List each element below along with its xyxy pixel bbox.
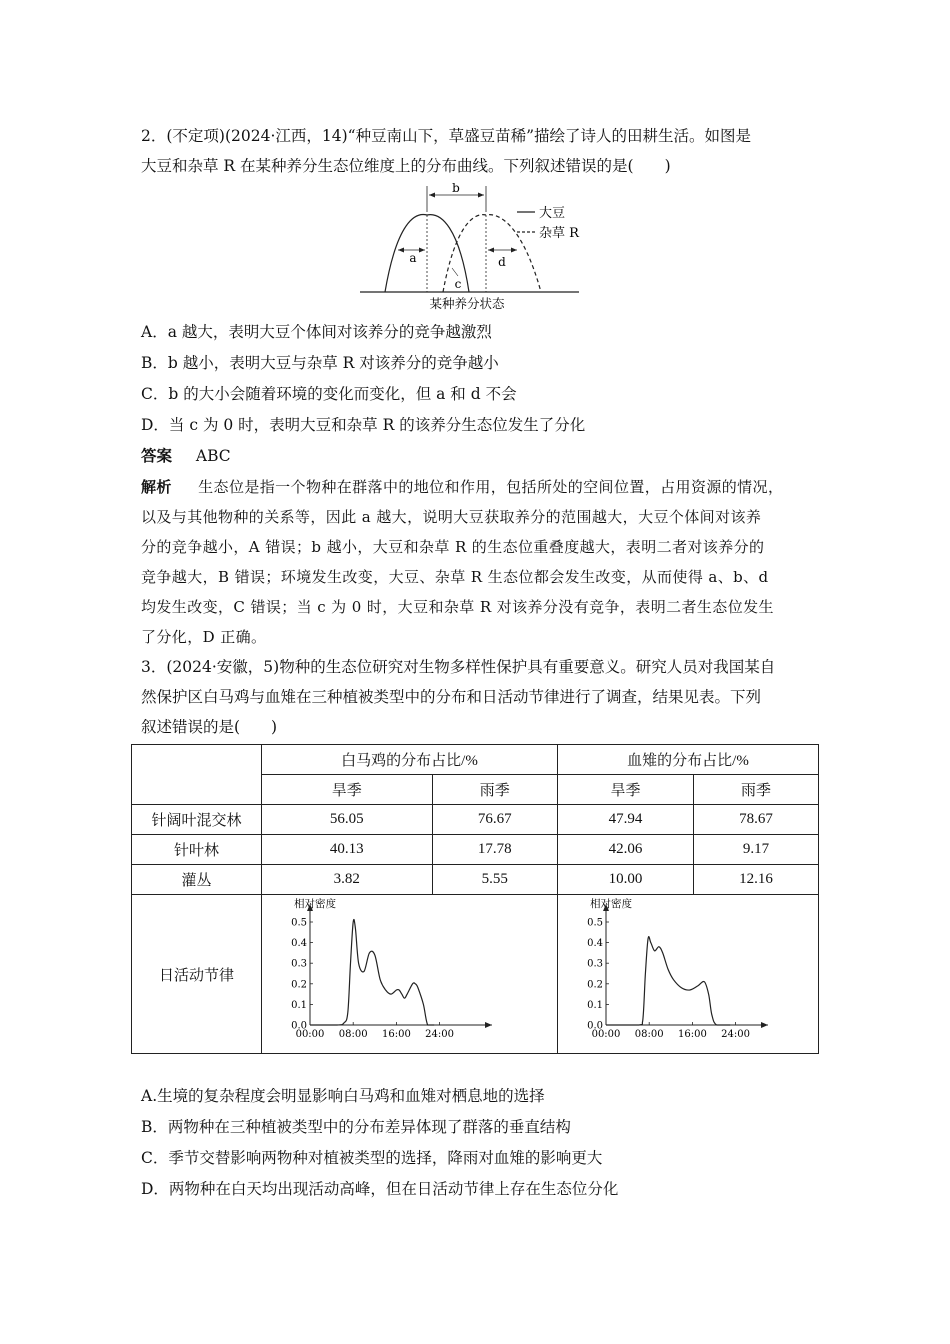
cell-value: 40.13 [262, 835, 433, 865]
answer-label: 答案 [141, 447, 173, 465]
header-xuezhi: 血雉的分布占比/% [558, 745, 819, 775]
analysis-text-1: 生态位是指一个物种在群落中的地位和作用，包括所处的空间位置，占用资源的情况， [198, 478, 784, 496]
q2-analysis-line-4: 竞争越大，B 错误；环境发生改变，大豆、杂草 R 生态位都会发生改变，从而使得 a、b、d [141, 568, 769, 586]
q2-option-a: A．a 越大，表明大豆个体间对该养分的竞争越激烈 [141, 323, 492, 341]
label-b: b [452, 182, 460, 195]
q2-answer [141, 446, 231, 466]
x-tick-label: 16:00 [677, 1029, 707, 1040]
x-axis-label: 某种养分状态 [429, 296, 505, 311]
table-row [132, 805, 819, 835]
season-dry-a: 旱季 [262, 775, 433, 805]
table-row [132, 835, 819, 865]
q3-option-d: D．两物种在白天均出现活动高峰，但在日活动节律上存在生态位分化 [141, 1180, 619, 1198]
q2-analysis-line-3: 分的竞争越小，A 错误；b 越小，大豆和杂草 R 的生态位重叠度越大，表明二者对该养分的 [141, 538, 765, 556]
row-label: 灌丛 [132, 865, 262, 895]
table-rhythm-row [132, 895, 819, 1054]
q2-option-d: D．当 c 为 0 时，表明大豆和杂草 R 的该养分生态位发生了分化 [141, 416, 586, 434]
q2-analysis-line-1 [141, 477, 783, 497]
empty-corner-cell [132, 745, 262, 805]
analysis-label: 解析 [141, 478, 172, 496]
q2-option-c: C．b 的大小会随着环境的变化而变化，但 a 和 d 不会 [141, 385, 517, 403]
q2-stem-line-1: 2．(不定项)(2024·江西，14)“种豆南山下，草盛豆苗稀”描绘了诗人的田耕生活。如图是 [141, 127, 751, 145]
b-arrow-head-left [429, 193, 435, 198]
row-label: 针叶林 [132, 835, 262, 865]
table-header-row [132, 745, 819, 775]
q3-stem-line-1: 3．(2024·安徽，5)物种的生态位研究对生物多样性保护具有重要意义。研究人员对我国某自 [141, 658, 776, 676]
cell-value: 42.06 [558, 835, 694, 865]
cell-value: 3.82 [262, 865, 433, 895]
answer-value: ABC [195, 447, 231, 465]
label-a: a [409, 251, 417, 265]
x-axis-arrow [761, 1022, 768, 1028]
row-label: 日活动节律 [132, 895, 262, 1054]
cell-value: 17.78 [432, 835, 557, 865]
c-pointer [452, 268, 458, 276]
y-tick-label: 0.1 [587, 999, 603, 1011]
cell-value: 10.00 [558, 865, 694, 895]
x-tick-label: 00:00 [591, 1029, 621, 1040]
y-axis-label: 相对密度 [294, 898, 336, 910]
b-arrow-head-right [478, 193, 484, 198]
cell-value: 47.94 [558, 805, 694, 835]
y-tick-label: 0.0 [587, 1020, 603, 1032]
cell-value: 78.67 [694, 805, 819, 835]
q2-stem-line-2: 大豆和杂草 R 在某种养分生态位维度上的分布曲线。下列叙述错误的是( ) [141, 157, 671, 175]
y-tick-label: 0.4 [587, 938, 603, 950]
header-baimaji: 白马鸡的分布占比/% [262, 745, 558, 775]
legend-weed-label: 杂草 R [539, 226, 579, 241]
x-tick-label: 08:00 [338, 1029, 368, 1040]
q3-option-c: C．季节交替影响两物种对植被类型的选择，降雨对血雉的影响更大 [141, 1149, 603, 1167]
activity-chart-xuezhi [558, 895, 818, 1053]
niche-curve-figure [355, 182, 600, 314]
table-row [132, 865, 819, 895]
y-axis-label: 相对密度 [590, 898, 632, 910]
cell-value: 5.55 [432, 865, 557, 895]
cell-value: 56.05 [262, 805, 433, 835]
y-tick-label: 0.2 [587, 979, 603, 991]
q3-stem-line-3: 叙述错误的是( ) [141, 718, 278, 736]
label-c: c [454, 277, 462, 291]
q3-option-b: B．两物种在三种植被类型中的分布差异体现了群落的垂直结构 [141, 1118, 571, 1136]
activity-chart-baimaji [262, 895, 557, 1053]
season-rain-a: 雨季 [432, 775, 557, 805]
y-tick-label: 0.2 [291, 979, 307, 991]
x-tick-label: 24:00 [721, 1029, 751, 1040]
x-tick-label: 24:00 [425, 1029, 455, 1040]
cell-value: 12.16 [694, 865, 819, 895]
label-d: d [498, 255, 506, 269]
q2-analysis-line-5: 均发生改变，C 错误；当 c 为 0 时，大豆和杂草 R 对该养分没有竞争，表明二者生态位发生 [141, 598, 774, 616]
q2-analysis-line-2: 以及与其他物种的关系等，因此 a 越大，说明大豆获取养分的范围越大，大豆个体间对该养 [141, 508, 762, 526]
x-tick-label: 00:00 [295, 1029, 325, 1040]
activity-series-line [310, 919, 434, 1025]
q2-analysis-line-6: 了分化，D 正确。 [141, 628, 267, 646]
y-tick-label: 0.5 [587, 917, 603, 929]
chart-cell-xuezhi [558, 895, 819, 1054]
legend-soy-label: 大豆 [539, 206, 566, 221]
cell-value: 76.67 [432, 805, 557, 835]
chart-cell-baimaji [262, 895, 558, 1054]
y-tick-label: 0.3 [587, 958, 603, 970]
q3-option-a: A.生境的复杂程度会明显影响白马鸡和血雉对栖息地的选择 [141, 1087, 545, 1105]
season-rain-b: 雨季 [694, 775, 819, 805]
x-tick-label: 08:00 [634, 1029, 664, 1040]
distribution-table [131, 744, 819, 1054]
x-tick-label: 16:00 [381, 1029, 411, 1040]
x-axis-arrow [485, 1022, 492, 1028]
q3-stem-line-2: 然保护区白马鸡与血雉在三种植被类型中的分布和日活动节律进行了调查，结果见表。下列 [141, 688, 762, 706]
y-tick-label: 0.5 [291, 917, 307, 929]
row-label: 针阔叶混交林 [132, 805, 262, 835]
q2-option-b: B．b 越小，表明大豆与杂草 R 对该养分的竞争越小 [141, 354, 499, 372]
season-dry-b: 旱季 [558, 775, 694, 805]
y-tick-label: 0.3 [291, 958, 307, 970]
y-tick-label: 0.4 [291, 938, 307, 950]
y-tick-label: 0.0 [291, 1020, 307, 1032]
activity-series-line [606, 937, 730, 1025]
y-tick-label: 0.1 [291, 999, 307, 1011]
cell-value: 9.17 [694, 835, 819, 865]
